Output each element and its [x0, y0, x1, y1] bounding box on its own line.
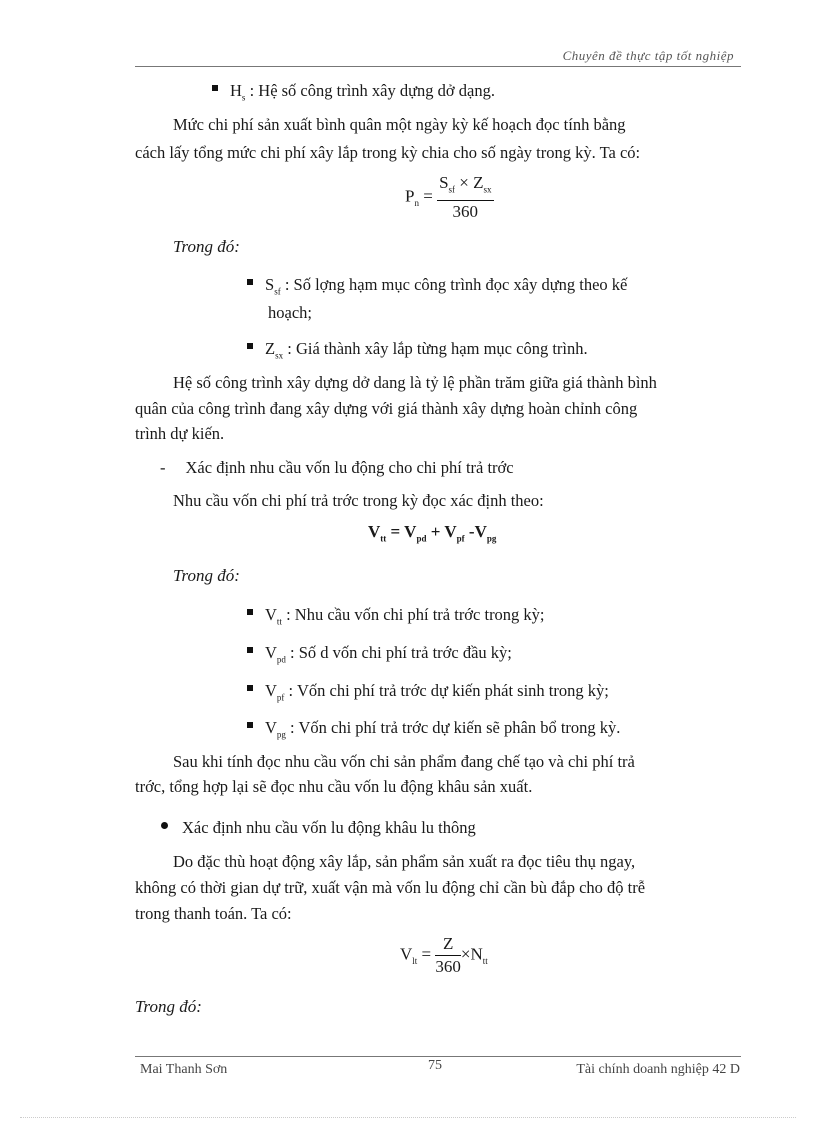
paragraph-line: không có thời gian dự trữ, xuất vận mà vốn lu động chỉ cần bù đắp cho độ trễ [135, 878, 646, 897]
square-bullet-icon [247, 279, 253, 285]
vpd-bullet-item: $V_{pd}$ : Số d vốn chi phí trả trớc đầu kỳ; [247, 640, 512, 672]
square-bullet-icon [247, 609, 253, 615]
footer-course: Tài chính doanh nghiệp 42 D [576, 1062, 740, 1077]
ssf-bullet-continuation: hoạch; [268, 303, 312, 322]
dash-list-item: - Xác định nhu cầu vốn lu động cho chi phí trả trớc [160, 458, 514, 477]
footer-rule [135, 1056, 741, 1057]
running-header: Chuyên đề thực tập tốt nghiệp [562, 48, 734, 63]
paragraph-line: trình dự kiến. [135, 424, 225, 443]
dash-bullet-icon: - [160, 458, 166, 477]
square-bullet-icon [247, 343, 253, 349]
zsx-bullet-item: $Z_{sx}$ : Giá thành xây lắp từng hạm mục công trình. [247, 336, 588, 368]
square-bullet-icon [247, 685, 253, 691]
header-rule [135, 66, 741, 67]
paragraph-line: Nhu cầu vốn chi phí trả trớc trong kỳ đọc xác định theo: [173, 491, 544, 510]
formula-vlt: $V_{lt}$ = $\frac{Z}{360}$ $\times N_{tt}$ [400, 934, 488, 976]
square-bullet-icon [212, 85, 218, 91]
footer-author: Mai Thanh Sơn [140, 1062, 228, 1077]
vpf-bullet-item: $V_{pf}$ : Vốn chi phí trả trớc dự kiến phát sinh trong kỳ; [247, 678, 609, 710]
paragraph-line: cách lấy tổng mức chi phí xây lắp trong kỳ chia cho số ngày trong kỳ. Ta có: [135, 143, 641, 162]
round-bullet-icon [161, 822, 168, 829]
paragraph-line: Hệ số công trình xây dựng dở dang là tỷ lệ phần trăm giữa giá thành bình [173, 373, 657, 392]
ssf-bullet-item: $S_{sf}$ : Số lợng hạm mục công trình đọc xây dựng theo kế [247, 272, 739, 304]
vpg-bullet-item: $V_{pg}$ : Vốn chi phí trả trớc dự kiến sẽ phân bổ trong kỳ. [247, 715, 620, 747]
trong-do-label: Trong đó: [173, 237, 240, 256]
trong-do-label: Trong đó: [135, 997, 202, 1016]
paragraph-line: Mức chi phí sản xuất bình quân một ngày kỳ kế hoạch đọc tính bằng [173, 115, 626, 134]
square-bullet-icon [247, 722, 253, 728]
square-bullet-icon [247, 647, 253, 653]
paragraph-line: Sau khi tính đọc nhu cầu vốn chi sản phẩm đang chế tạo và chi phí trả [173, 752, 635, 771]
page-edge-divider [20, 1117, 796, 1118]
paragraph-line: Do đặc thù hoạt động xây lắp, sản phẩm sản xuất ra đọc tiêu thụ ngay, [173, 852, 636, 871]
vtt-bullet-item: $V_{tt}$ : Nhu cầu vốn chi phí trả trớc trong kỳ; [247, 602, 545, 634]
formula-pn: $P_n$ = $\frac{S_{sf} \times Z_{sx}}{360}$ [405, 173, 492, 222]
formula-vtt: $V_{tt} = V_{pd} + V_{pf}$ $-V_{pg}$ [368, 522, 497, 544]
page-number: 75 [428, 1058, 442, 1073]
paragraph-line: quân của công trình đang xây dựng với giá thành xây dựng hoàn chỉnh công [135, 399, 638, 418]
dot-list-item: Xác định nhu cầu vốn lu động khâu lu thông [161, 815, 476, 841]
paragraph-line: trong thanh toán. Ta có: [135, 904, 292, 923]
hs-bullet-item: $H_s$ : Hệ số công trình xây dựng dở dạng. [212, 78, 495, 110]
paragraph-line: trớc, tổng hợp lại sẽ đọc nhu cầu vốn lu động khâu sản xuất. [135, 777, 533, 796]
trong-do-label: Trong đó: [173, 566, 240, 585]
